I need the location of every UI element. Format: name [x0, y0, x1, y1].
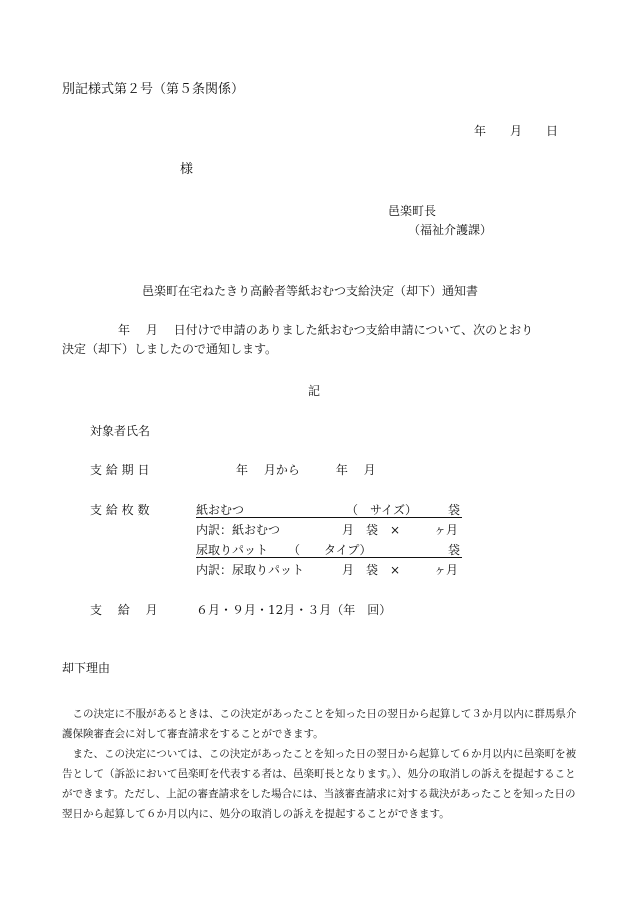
count-row-unit: 袋	[448, 543, 461, 557]
period-value: 年 月から 年 月	[236, 463, 376, 477]
issuer-department: （福祉介護課）	[408, 223, 493, 237]
addressee-suffix: 様	[180, 162, 194, 177]
month-label: 支 給 月	[90, 603, 158, 617]
count-row	[196, 542, 462, 558]
date-line: 年 月 日	[474, 124, 559, 138]
count-row	[196, 502, 462, 518]
count-label: 支 給 枚 数	[90, 503, 150, 517]
appeal-paragraph: この決定に不服があるときは、この決定があったことを知った日の翌日から起算して３か月以内に群馬県介護保険審査会に対して審査請求をすることができます。	[62, 708, 577, 740]
count-row-size: （ サイズ）	[346, 503, 418, 517]
count-row	[196, 522, 462, 538]
document-title: 邑楽町在宅ねたきり高齢者等紙おむつ支給決定（却下）通知書	[142, 284, 479, 298]
count-row-item: 尿取りパット	[196, 543, 269, 557]
period-label: 支 給 期 日	[90, 463, 150, 477]
count-row-item: 内訳：尿取りパット	[196, 563, 305, 577]
month-value: ６月・９月・12月・３月（年 回）	[196, 603, 392, 617]
issuer: 邑楽町長	[388, 204, 437, 218]
intro-line-2: 決定（却下）しましたので通知します。	[62, 342, 278, 356]
count-row-unit: ヶ月	[434, 523, 459, 537]
count-row	[196, 562, 462, 578]
count-row-formula: 月 袋 ×	[342, 523, 401, 537]
ki-heading: 記	[308, 384, 321, 398]
count-row-formula: 月 袋 ×	[342, 563, 401, 577]
count-row-item: 内訳：紙おむつ	[196, 523, 281, 537]
form-number: 別記様式第２号（第５条関係）	[62, 82, 245, 97]
underline	[196, 557, 462, 558]
count-row-unit: ヶ月	[434, 563, 459, 577]
count-row-unit: 袋	[448, 503, 461, 517]
count-row-item: 紙おむつ	[196, 503, 245, 517]
intro-line-1: 年 月 日付けで申請のありました紙おむつ支給申請について、次のとおり	[118, 323, 534, 337]
underline	[196, 517, 462, 518]
count-row-type: （ タイプ）	[288, 543, 372, 557]
rejection-heading: 却下理由	[62, 661, 111, 675]
lawsuit-paragraph: また、この決定については、この決定があったことを知った日の翌日から起算して６か月以内に邑楽町を被告として（訴訟において邑楽町を代表する者は、邑楽町長となります。）、処分の取消しの訴えを提起することができます。ただし、上記の審査請求をした場合には、当該審査請求に対する裁決があったことを知った日の翌日から起算して６か月以内に、処分の取消しの訴えを提起することができます。	[62, 748, 577, 820]
recipient-name-label: 対象者氏名	[90, 424, 151, 438]
rejection-notice	[62, 704, 582, 824]
